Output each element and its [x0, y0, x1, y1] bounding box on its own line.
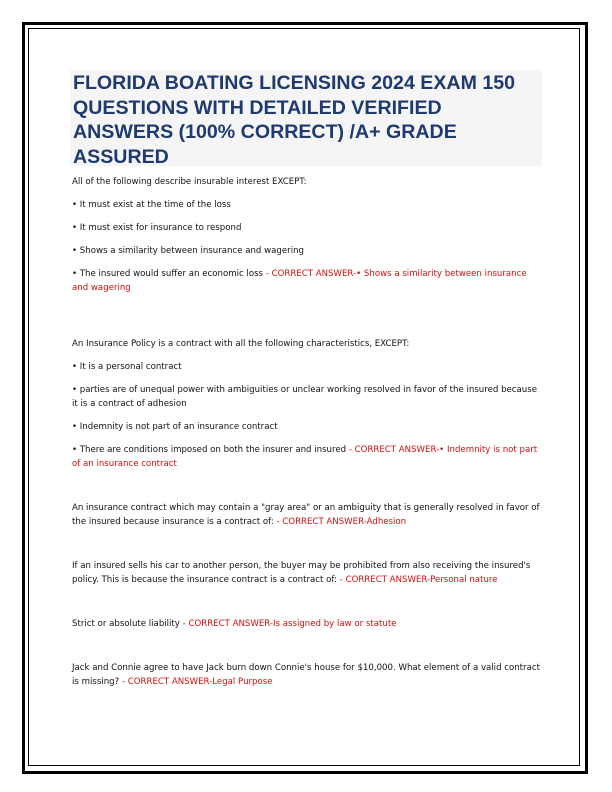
question-block — [72, 559, 542, 587]
answer-option: • parties are of unequal power with ambiguities or unclear working resolved in favor of the insured because it is a contract of adhesion — [72, 385, 538, 409]
correct-answer: - CORRECT ANSWER-Is assigned by law or statute — [182, 619, 397, 629]
question-block — [72, 617, 542, 631]
answer-option: • Shows a similarity between insurance and wagering — [72, 246, 304, 256]
answer-option: • Indemnity is not part of an insurance contract — [72, 422, 278, 432]
correct-answer: - CORRECT ANSWER-Personal nature — [339, 575, 498, 585]
option-text: • The insured would suffer an economic loss — [72, 269, 264, 279]
question-final-line — [72, 267, 542, 295]
answer-option: • It must exist for insurance to respond — [72, 223, 242, 233]
correct-answer: - CORRECT ANSWER-Legal Purpose — [121, 677, 273, 687]
question-block — [72, 501, 542, 529]
question-text: Strict or absolute liability — [72, 619, 180, 629]
question-text: If an insured sells his car to another person, the buyer may be prohibited from also receiving the insured's policy. This is because the insurance contract is a contract of: — [72, 561, 531, 585]
question-text: Jack and Connie agree to have Jack burn down Connie's house for $10,000. What element of a valid contract is missing? — [72, 663, 540, 687]
option-text: • There are conditions imposed on both the insurer and insured — [72, 445, 347, 455]
correct-answer: - CORRECT ANSWER-• Shows a similarity between insurance and wagering — [72, 269, 527, 293]
answer-option: • It must exist at the time of the loss — [72, 200, 231, 210]
question-final-line — [72, 443, 542, 471]
question-block — [72, 661, 542, 689]
question-text: An insurance contract which may contain a "gray area" or an ambiguity that is generally resolved in favor of the insured because insurance is a contract of: — [72, 503, 540, 527]
question-prompt: All of the following describe insurable interest EXCEPT: — [72, 177, 307, 187]
question-prompt: An Insurance Policy is a contract with all the following characteristics, EXCEPT: — [72, 339, 410, 349]
correct-answer: - CORRECT ANSWER-Adhesion — [276, 517, 407, 527]
correct-answer: - CORRECT ANSWER-• Indemnity is not part of an insurance contract — [72, 445, 538, 469]
document-body — [72, 175, 542, 689]
answer-option: • It is a personal contract — [72, 362, 182, 372]
document-title: FLORIDA BOATING LICENSING 2024 EXAM 150 QUESTIONS WITH DETAILED VERIFIED ANSWERS (100% CORRECT) /A+ GRADE ASSURED — [73, 72, 516, 168]
